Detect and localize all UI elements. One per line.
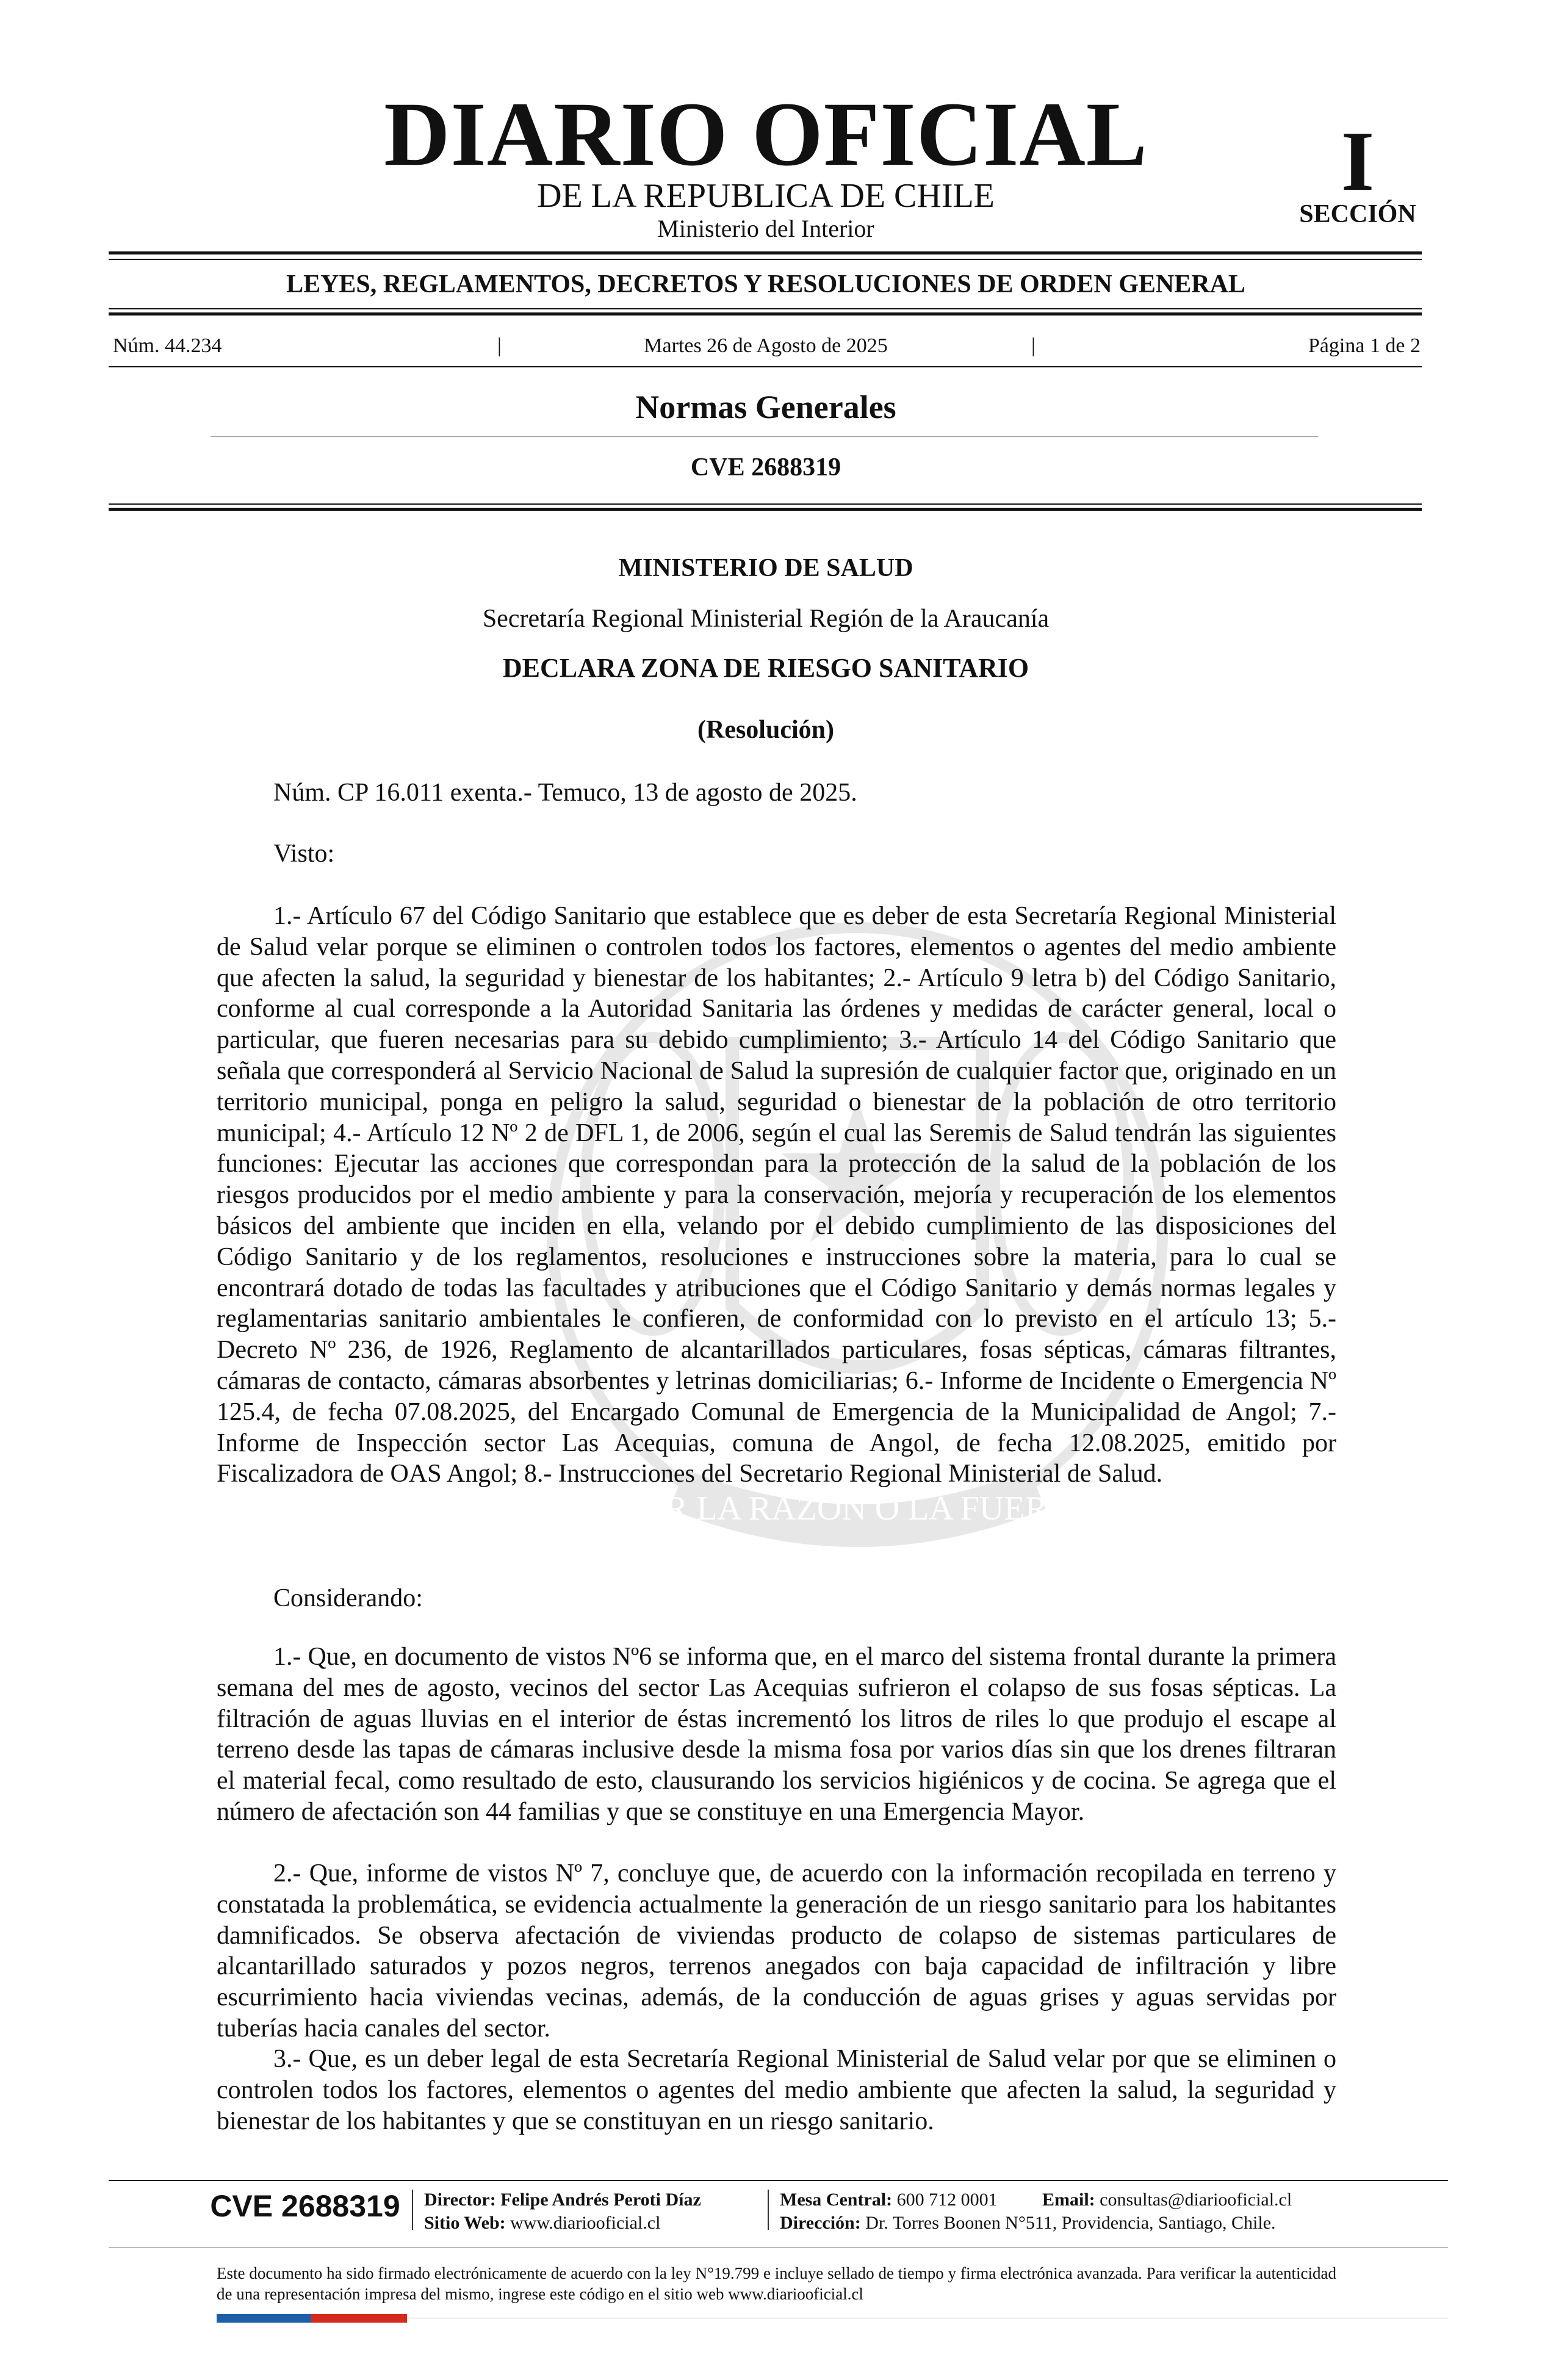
masthead-subtitle: DE LA REPUBLICA DE CHILE [537,177,995,215]
flag-stripe-red [311,2314,407,2323]
header-rule-thin [109,503,1422,505]
address-label: Dirección: [780,2213,861,2233]
website-link[interactable]: www.diariooficial.cl [510,2213,661,2233]
footer-divider [412,2190,413,2230]
category-heading: LEYES, REGLAMENTOS, DECRETOS Y RESOLUCIONES DE ORDEN GENERAL [286,270,1245,298]
visto-label: Visto: [273,840,335,868]
issue-page: Página 1 de 2 [1308,334,1421,357]
phone-label: Mesa Central: [780,2190,893,2210]
issue-number: Núm. 44.234 [113,334,222,357]
phone-number: 600 712 0001 [896,2190,998,2210]
masthead-title: DIARIO OFICIAL [384,84,1148,185]
masthead-rule-thin [109,259,1422,260]
considerando-label: Considerando: [273,1584,423,1612]
header-rule-thick [109,508,1422,511]
cve-code: CVE 2688319 [690,453,841,481]
considerando-paragraph-1: 1.- Que, en documento de vistos Nº6 se informa que, en el marco del sistema frontal durante la primera semana del mes de agosto, vecinos del sector Las Acequias sufrieron el colapso de sus fosas sépticas. La filtración de aguas lluvias en el interior de éstas incrementó los litros de riles lo que produjo el escape al terreno desde las tapas de cámaras inclusive desde la misma fosa por varios días sin que los drenes filtraran el material fecal, como resultado de esto, clausurando los servicios higiénicos y de cocina. Se agrega que el número de afectación son 44 familias y que se constituye en una Emergencia Mayor. [217,1643,1336,1826]
footer-signature-note: Este documento ha sido firmado electrónicamente de acuerdo con la ley N°19.799 e incluye sellado de tiempo y firma electrónica avanzada. Para verificar la autenticidad de una representación impresa del mismo, ingrese este código en el sitio web www.diariooficial.cl [217,2264,1336,2303]
issue-separator: | [497,334,502,357]
section-label: SECCIÓN [1299,200,1416,228]
footer-rule [109,2180,1448,2181]
footer-phone [780,2191,998,2209]
issue-date: Martes 26 de Agosto de 2025 [644,334,888,357]
category-rule-thin [109,308,1422,309]
resolution-number-line: Núm. CP 16.011 exenta.- Temuco, 13 de agosto de 2025. [273,779,857,807]
email-label: Email: [1042,2190,1095,2210]
footer-email [1042,2191,1292,2209]
director-label: Director: [424,2190,496,2210]
footer-cve-code: CVE 2688319 [210,2189,400,2223]
category-rule-thick [109,312,1422,316]
document-seremi: Secretaría Regional Ministerial Región de la Araucanía [482,605,1050,633]
masthead-ministry: Ministerio del Interior [657,215,874,242]
address-text: Dr. Torres Boonen N°511, Providencia, Santiago, Chile. [865,2213,1276,2233]
email-link[interactable]: consultas@diariooficial.cl [1100,2190,1292,2210]
watermark-motto: POR LA RAZON O LA FUERZA [621,1490,1093,1527]
document-type: (Resolución) [697,716,834,744]
flag-stripe-blue [217,2314,311,2323]
section-heading: Normas Generales [635,389,896,425]
visto-paragraph: 1.- Artículo 67 del Código Sanitario que establece que es deber de esta Secretaría Regional Ministerial de Salud velar porque se eliminen o controlen todos los factores, elementos o agentes del medio ambiente que afecten la salud, la seguridad y bienestar de los habitantes; 2.- Artículo 9 letra b) del Código Sanitario, conforme al cual corresponde a la Autoridad Sanitaria las órdenes y medidas de carácter general, local o particular, que fueren necesarias para su debido cumplimiento; 3.- Artículo 14 del Código Sanitario que señala que corresponderá al Servicio Nacional de Salud la supresión de cualquier factor que, originado en un territorio municipal, ponga en peligro la salud, seguridad o bienestar de la población de otro territorio municipal; 4.- Artículo 12 Nº 2 de DFL 1, de 2006, según el cual las Seremis de Salud tendrán las siguientes funciones: Ejecutar las acciones que correspondan para la protección de la salud de la población de los riesgos producidos por el medio ambiente y para la conservación, mejoría y recuperación de los elementos básicos del ambiente que inciden en ella, velando por el debido cumplimiento de las disposiciones del Código Sanitario y de los reglamentos, resoluciones e instrucciones sobre la materia, para lo cual se encontrará dotado de todas las facultades y atribuciones que el Código Sanitario y demás normas legales y reglamentarias sanitario ambientales le confieren, de conformidad con lo previsto en el artículo 13; 5.- Decreto Nº 236, de 1926, Reglamento de alcantarillados particulares, fosas sépticas, cámaras filtrantes, cámaras de contacto, cámaras absorbentes y letrinas domiciliarias; 6.- Informe de Incidente o Emergencia Nº 125.4, de fecha 07.08.2025, del Encargado Comunal de Emergencia de la Municipalidad de Angol; 7.- Informe de Inspección sector Las Acequias, comuna de Angol, de fecha 12.08.2025, emitido por Fiscalizadora de OAS Angol; 8.- Instrucciones del Secretario Regional Ministerial de Salud. [217,902,1336,1488]
considerando-paragraph-2: 2.- Que, informe de vistos Nº 7, concluye que, de acuerdo con la información recopilada en terreno y constatada la problemática, se evidencia actualmente la generación de un riesgo sanitario para los habitantes damnificados. Se observa afectación de viviendas producto de colapso de sistemas particulares de alcantarillado saturados y pozos negros, terrenos anegados con baja capacidad de infiltración y libre escurrimiento hacia viviendas vecinas, además, de la conducción de aguas grises y aguas servidas por tuberías hacia canales del sector. [217,1859,1336,2043]
director-name: Felipe Andrés Peroti Díaz [500,2190,701,2210]
footer-address [780,2214,1276,2232]
section-numeral: I [1341,114,1375,209]
footer-website [424,2214,660,2232]
masthead-rule-thick [109,251,1422,254]
footer-rule-2 [109,2247,1448,2248]
document-title: DECLARA ZONA DE RIESGO SANITARIO [502,653,1029,683]
considerando-paragraph-3: 3.- Que, es un deber legal de esta Secretaría Regional Ministerial de Salud velar por que se eliminen o controlen todos los factores, elementos o agentes del medio ambiente que afecten la salud, la seguridad y bienestar de los habitantes y que se constituyan en un riesgo sanitario. [217,2045,1336,2135]
section-underline [211,436,1318,437]
website-label: Sitio Web: [424,2213,506,2233]
issue-rule [109,366,1422,367]
footer-divider [768,2190,769,2230]
issue-separator: | [1031,334,1036,357]
footer-director [424,2191,701,2209]
document-ministry: MINISTERIO DE SALUD [618,554,913,582]
